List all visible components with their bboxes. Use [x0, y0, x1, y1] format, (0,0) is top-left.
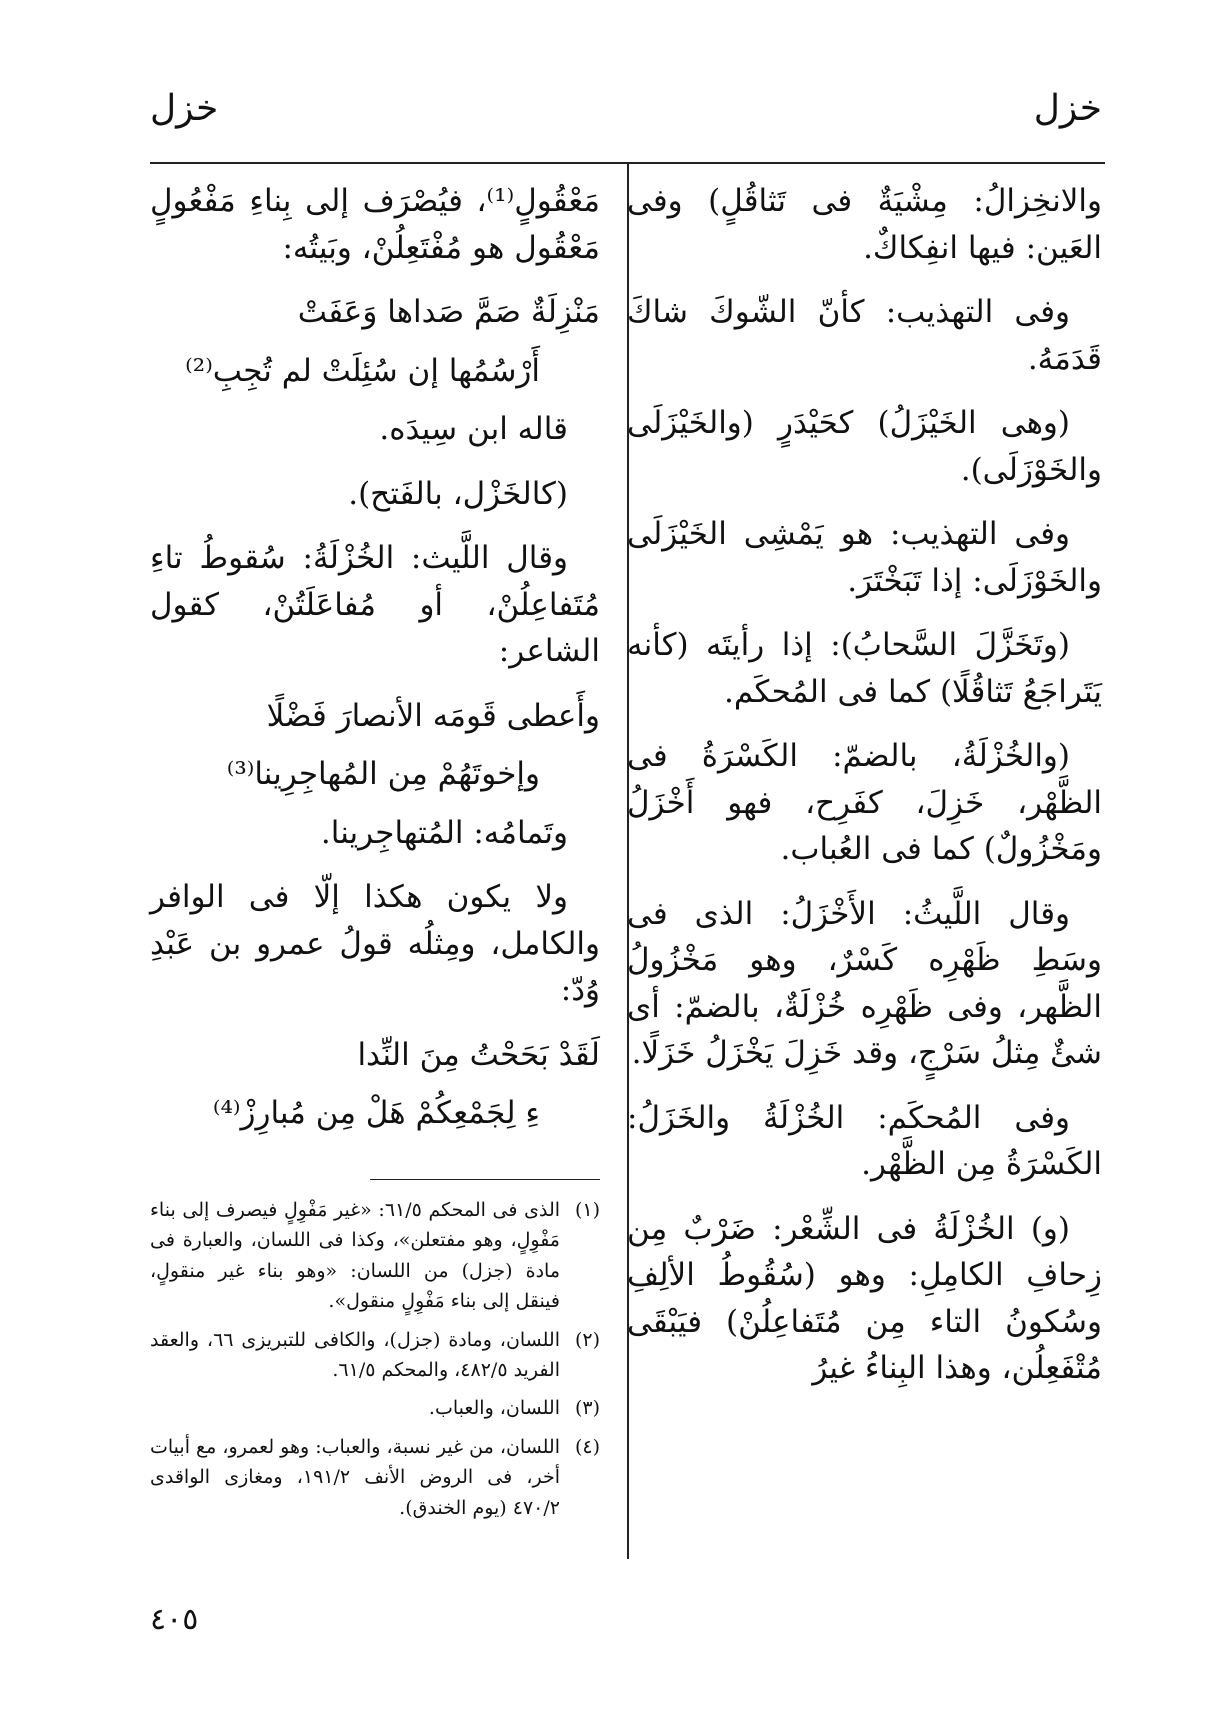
running-head-right: خزل: [1033, 88, 1102, 129]
paragraph: (وهى الخَيْزَلُ) كحَيْدَرٍ (والخَيْزَلَى والخَوْزَلَى).: [627, 405, 1102, 488]
footnote-text: اللسان، ومادة (جزل)، والكافى للتبريزى ٦٦، والعقد الفريد ٤٨٢/٥، والمحكم ٦١/٥.: [150, 1328, 560, 1381]
paragraph: (كالخَزْل، بالفَتح).: [348, 475, 568, 512]
footnote-number: (٤): [574, 1435, 600, 1458]
paragraph: (و) الخُزْلَةُ فى الشِّعْر: ضَرْبٌ مِن زِحافِ الكامِلِ: وهو (سُقُوطُ الألِفِ وسُكونُ التاء مِن مُتَفاعِلُنْ) فيَبْقَى مُتْفَعِلُن، وهذا البِناءُ غيرُ: [627, 1210, 1102, 1386]
verse-line: وأَعطى قَومَه الأنصارَ فَضْلًا: [266, 697, 600, 734]
footnote: [150, 1325, 600, 1386]
paragraph: وفى التهذيب: هو يَمْشِى الخَيْزَلَى والخَوْزَلَى: إذا تَبَخْتَرَ.: [627, 516, 1102, 599]
footnote-number: (٣): [574, 1397, 600, 1420]
paragraph: (وتَخَزَّلَ السَّحابُ): إذا رأيتَه (كأنه يَتَراجَعُ تَثاقُلًا) كما فى المُحكَم.: [627, 627, 1102, 710]
paragraph: قاله ابن سِيدَه.: [379, 411, 568, 447]
footnote-text: اللسان، والعباب.: [428, 1397, 560, 1420]
verse-line: مَنْزِلَةٌ صَمَّ صَداها وَعَفَتْ: [297, 294, 600, 330]
left-column: [150, 178, 600, 1149]
paragraph: وفى التهذيب: كأنّ الشّوكَ شاكَ قَدَمَهُ.: [627, 294, 1102, 377]
footnote: [150, 1393, 600, 1423]
verse-line: ءِ لِجَمْعِكُمْ هَلْ مِن مُبارِزْ⁽⁴⁾: [212, 1095, 540, 1131]
footnote-text: اللسان، من غير نسبة، والعباب: وهو لعمرو، مع أبيات أخر، فى الروض الأنف ١٩١/٢، ومغازى الواقدى ٤٧٠/٢ (يوم الخندق).: [150, 1435, 560, 1519]
page-number: ٤٠٥: [150, 1602, 199, 1637]
footnotes: [150, 1195, 600, 1531]
footnote-number: (١): [574, 1199, 600, 1221]
paragraph: وقال اللَّيثُ: الأَخْزَلُ: الذى فى وسَطِ ظَهْرِه كَسْرٌ، وهو مَخْزُولُ الظَّهر، وفى ظَهْرِه خُزْلَةٌ، بالضمّ: أى شئٌ مِثلُ سَرْجٍ، وقد خَزِلَ يَخْزَلُ خَزَلًا.: [627, 895, 1102, 1071]
paragraph: ولا يكون هكذا إلّا فى الوافر والكامل، ومِثلُه قولُ عمرو بن عَبْدِ وُدّ:: [150, 879, 600, 1008]
paragraph: مَعْقُولٍ⁽¹⁾، فيُصْرَف إلى بِناءِ مَفْعُولٍ مَعْقُول هو مُفْتَعِلُنْ، وبَيتُه:: [150, 183, 600, 266]
footnote-text: الذى فى المحكم ٦١/٥: «غير مَفْوِلٍ فيصرف إلى بناء مَفْوِلٍ، وهو مفتعلن»، وكذا فى اللسان، والعبارة فى مادة (جزل) من اللسان: «وهو بناء غير منقولٍ، فينقل إلى بناء مَفْوِلٍ منقول».: [150, 1199, 561, 1313]
footnote-number: (٢): [574, 1328, 600, 1351]
paragraph: وقال اللَّيث: الخُزْلَةُ: سُقوطُ تاءِ مُتَفاعِلُنْ، أو مُفاعَلَتُنْ، كقول الشاعر:: [150, 540, 600, 669]
footnote: [150, 1432, 600, 1523]
running-head-left: خزل: [150, 88, 219, 129]
paragraph: (والخُزْلَةُ، بالضمّ: الكَسْرَةُ فى الظَّهْر، خَزِلَ، كفَرِح، فهو أَخْزَلُ ومَخْزُولٌ) كما فى العُباب.: [627, 738, 1102, 867]
verse-line: لَقَدْ بَحَحْتُ مِنَ النِّدا: [357, 1036, 600, 1073]
paragraph: والانخِزالُ: مِشْيَةٌ فى تَثاقُلٍ) وفى العَين: فيها انفِكاكٌ.: [627, 183, 1102, 266]
right-column: [627, 178, 1102, 1410]
footnote-rule: [370, 1179, 600, 1180]
paragraph: وتَمامُه: المُتهاجِرينا.: [320, 814, 568, 851]
footnote: [150, 1195, 600, 1317]
paragraph: وفى المُحكَم: الخُزْلَةُ والخَزَلُ: الكَسْرَةُ مِن الظَّهْر.: [627, 1099, 1102, 1182]
verse-line: أَرْسُمُها إن سُئِلَتْ لم تُجِبِ⁽²⁾: [185, 352, 540, 389]
verse-line: وإخوتَهُمْ مِن المُهاجِرِينا⁽³⁾: [226, 756, 540, 792]
